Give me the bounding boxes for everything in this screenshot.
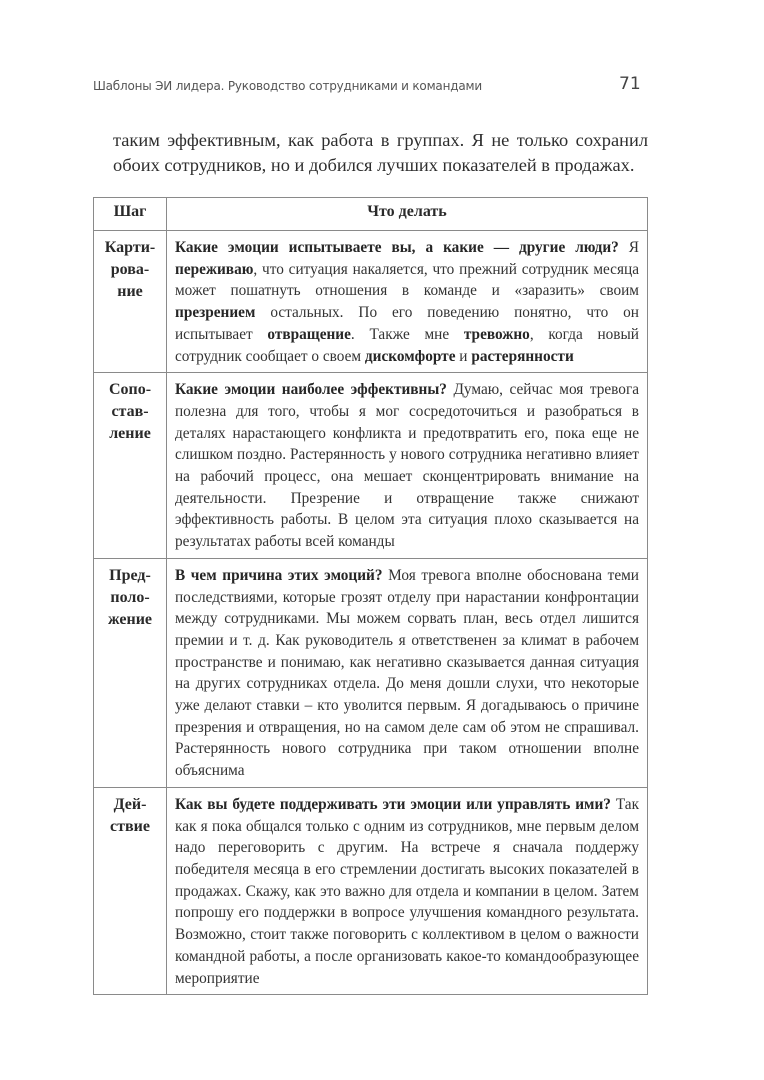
emphasized-text: отвращение: [267, 325, 351, 343]
step-name-cell: [94, 558, 167, 787]
emphasized-text: В чем причина этих эмоций?: [175, 566, 383, 584]
body-text: Я: [618, 239, 639, 256]
step-description-cell: [167, 787, 648, 994]
step-name-line: поло-: [110, 588, 150, 606]
table-header-row: [94, 198, 648, 231]
step-name-line: Пред-: [109, 566, 151, 584]
emphasized-text: Какие эмоции наиболее эффективны?: [175, 381, 447, 399]
emphasized-text: переживаю: [175, 260, 254, 278]
column-header-what-to-do: Что делать: [167, 198, 648, 231]
step-description-cell: [167, 231, 648, 373]
column-header-step: Шаг: [94, 198, 167, 231]
step-name-line: ствие: [110, 817, 150, 835]
body-text: Моя тревога вполне обоснована теми последствиями, которые грозят отделу при нарастании конфронтации между сотрудниками. Мы можем сорвать план, весь отдел лишится премии и т. д. Как руководитель я ответственен за климат в рабочем пространстве и понимаю, как негативно сказывается данная ситуация на других сотрудниках отдела. До меня дошли слухи, что некоторые уже делают ставки – кто уволится первым. Я догадываюсь о причине презрения и отвращения, но на самом деле сам об этом не спрашивал. Растерянность нового сотрудника при таком отношении вполне объяснима: [175, 566, 639, 780]
body-text: и: [455, 347, 472, 365]
body-text: , когда новый сотрудник сообщает о своем: [175, 325, 639, 365]
step-name-cell: [94, 787, 167, 994]
body-text: Так как я пока общался только с одним из сотрудников, мне первым делом надо переговорить с другим. На встрече я сначала поддержу победителя месяца в его стремлении достигать высоких показателей в продажах. Скажу, как это важно для отдела и компании в целом. Затем попрошу его поддержки в вопросе улучшения командного результата. Возможно, стоит также поговорить с коллективом в целом о важности командной работы, а после организовать какое-то командообразующее мероприятие: [175, 795, 640, 987]
step-description-cell: [167, 373, 648, 559]
intro-paragraph: таким эффективным, как работа в группах. Я не только сохранил обоих сотрудников, но и добился лучших показателей в продажах.: [113, 130, 648, 175]
emphasized-text: дискомфорте: [364, 347, 456, 365]
emphasized-text: Как вы будете поддерживать эти эмоции или управлять ими?: [175, 795, 611, 813]
step-name-line: Карти-: [104, 239, 156, 256]
page-number: 71: [619, 74, 641, 94]
steps-table: [93, 197, 648, 995]
step-name-line: Дей-: [113, 795, 147, 813]
table-row: [94, 231, 648, 373]
emphasized-text: тревожно: [463, 325, 530, 343]
step-name-cell: [94, 231, 167, 373]
step-name-cell: [94, 373, 167, 559]
emphasized-text: Какие эмоции испытываете вы, а какие — другие люди?: [175, 239, 619, 256]
step-description-cell: [167, 558, 648, 787]
emphasized-text: растерянности: [471, 347, 574, 365]
running-header-title: Шаблоны ЭИ лидера. Руководство сотрудниками и командами: [93, 79, 482, 93]
step-name-line: став-: [111, 403, 149, 421]
table-row: [94, 787, 648, 994]
emphasized-text: презрением: [175, 304, 256, 322]
step-name-line: ние: [117, 283, 143, 300]
body-text: . Также мне: [350, 325, 464, 343]
step-name-line: Сопо-: [108, 381, 152, 399]
body-text: , что ситуация накаляется, что прежний сотрудник месяца может пошатнуть отношения в команде и «заразить» своим: [175, 260, 639, 300]
step-name-line: ление: [109, 425, 151, 443]
table-row: [94, 373, 648, 559]
step-name-line: жение: [107, 610, 153, 628]
table-row: [94, 558, 648, 787]
step-name-line: рова-: [110, 261, 150, 278]
body-text: Думаю, сейчас моя тревога полезна для того, чтобы я мог сосредоточиться и разобраться в деталях нарастающего конфликта и предотвратить его, пока еще не слишком поздно. Растерянность у нового сотрудника негативно влияет на рабочий процесс, она мешает сконцентрировать внимание на деятельности. Презрение и отвращение также снижают эффективность работы. В целом эта ситуация плохо сказывается на результатах работы всей команды: [175, 381, 640, 551]
body-text: остальных. По его поведению понятно, что он испытывает: [175, 304, 639, 343]
